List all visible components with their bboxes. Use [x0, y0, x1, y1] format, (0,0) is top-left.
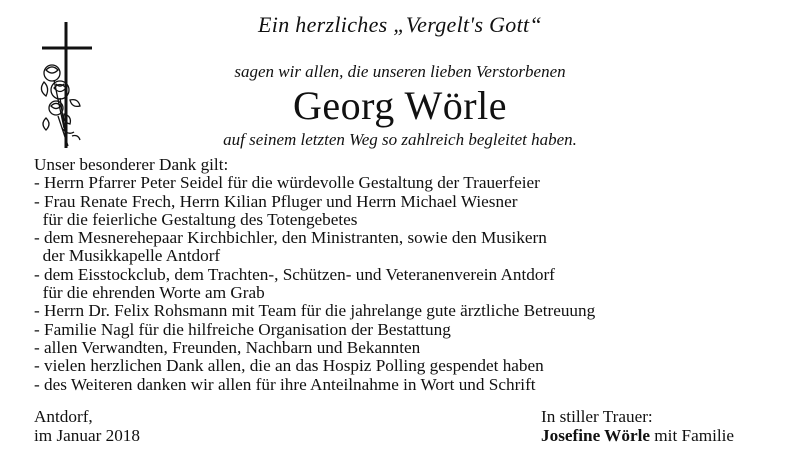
list-item: für die feierliche Gestaltung des Totengebetes	[34, 209, 358, 229]
mourning-label: In stiller Trauer:	[541, 407, 653, 426]
mourners	[541, 407, 734, 445]
mourner-line	[541, 426, 734, 445]
list-item: - Frau Renate Frech, Herrn Kilian Pfluger und Herrn Michael Wiesner	[34, 191, 518, 211]
list-item: - vielen herzlichen Dank allen, die an das Hospiz Polling gespendet haben	[34, 356, 544, 376]
list-item: - Herrn Pfarrer Peter Seidel für die würdevolle Gestaltung der Trauerfeier	[34, 173, 540, 193]
list-item: - allen Verwandten, Freunden, Nachbarn und Bekannten	[34, 337, 421, 357]
list-item: der Musikkapelle Antdorf	[34, 246, 221, 266]
cross-with-roses-icon	[30, 18, 100, 153]
list-item: - dem Mesnerehepaar Kirchbichler, den Ministranten, sowie den Musikern	[34, 228, 547, 248]
list-item: - des Weiteren danken wir allen für ihre Anteilnahme in Wort und Schrift	[34, 374, 536, 394]
place-and-date	[34, 407, 140, 445]
list-item: - Familie Nagl für die hilfreiche Organisation der Bestattung	[34, 319, 451, 339]
list-item: für die ehrenden Worte am Grab	[34, 283, 265, 303]
roses-shape	[41, 65, 80, 146]
thanks-list	[34, 156, 774, 394]
deceased-name: Georg Wörle	[293, 83, 507, 128]
list-item: - dem Eisstockclub, dem Trachten-, Schützen- und Veteranenverein Antdorf	[34, 264, 555, 284]
list-item: - Herrn Dr. Felix Rohsmann mit Team für die jahrelange gute ärztliche Betreuung	[34, 301, 596, 321]
outro-line: auf seinem letzten Weg so zahlreich begleitet haben.	[223, 130, 577, 149]
thanks-intro: Unser besonderer Dank gilt:	[34, 155, 229, 174]
mourner-suffix: mit Familie	[650, 426, 735, 445]
thanks-headline: Ein herzliches „Vergelt's Gott“	[258, 12, 542, 37]
mourner-name: Josefine Wörle	[541, 426, 650, 445]
intro-line: sagen wir allen, die unseren lieben Verstorbenen	[234, 62, 566, 81]
place: Antdorf,	[34, 407, 93, 426]
date: im Januar 2018	[34, 426, 140, 445]
